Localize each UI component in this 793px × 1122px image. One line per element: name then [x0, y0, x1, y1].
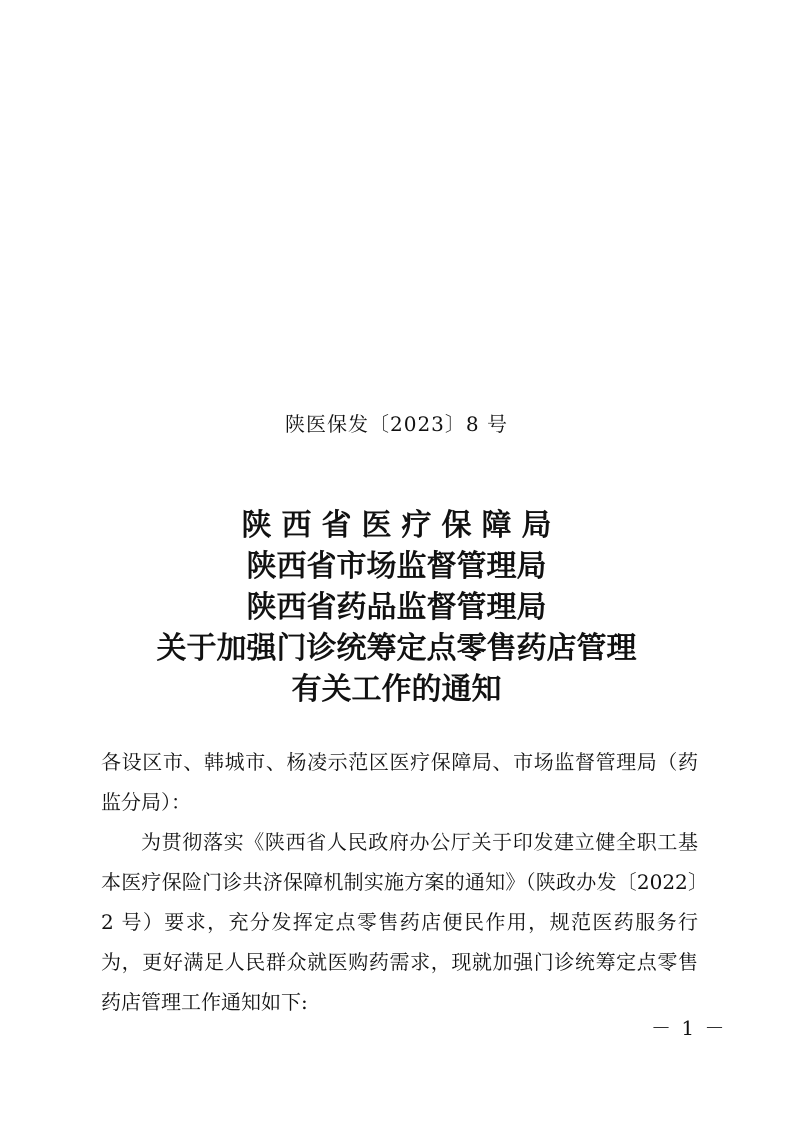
page-number: － 1 － — [651, 1016, 727, 1040]
addressee: 各设区市、韩城市、杨凌示范区医疗保障局、市场监督管理局（药监分局）： — [101, 750, 698, 814]
title-line-subject-2: 有关工作的通知 — [291, 672, 502, 707]
title-line-issuer-2: 陕西省市场监督管理局 — [246, 549, 547, 584]
title-line-issuer-3: 陕西省药品监督管理局 — [246, 590, 547, 625]
document-title — [0, 505, 793, 710]
document-body — [101, 742, 698, 1022]
body-paragraph: 为贯彻落实《陕西省人民政府办公厅关于印发建立健全职工基本医疗保险门诊共济保障机制实施方案的通知》（陕政办发〔2022〕2 号）要求，充分发挥定点零售药店便民作用，规范医药服务行为，更好满足人民群众就医购药需求，现就加强门诊统筹定点零售药店管理工作通知如下: — [101, 830, 698, 1014]
title-line-issuer-1: 陕西省医疗保障局 — [241, 508, 562, 543]
title-line-subject-1: 关于加强门诊统筹定点零售药店管理 — [156, 631, 637, 666]
document-number: 陕医保发〔2023〕8 号 — [285, 412, 508, 436]
